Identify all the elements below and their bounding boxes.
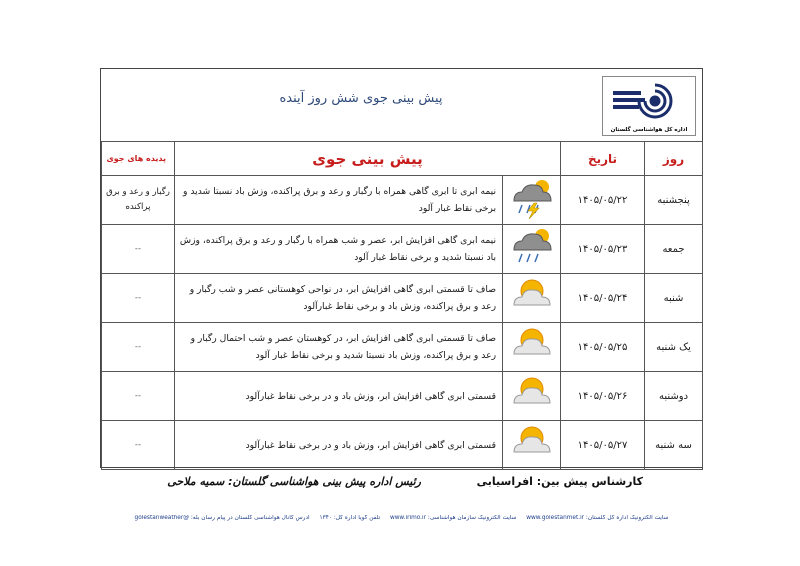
row-forecast-text: صاف تا قسمتی ابری گاهی افزایش ابر، در کوهستان عصر و شب احتمال رگبار و رعد و برق پراکنده، وزش باد نسبتا شدید و برخی نقاط غبار آلود (175, 323, 503, 372)
page-title: پیش بینی جوی شش روز آینده (279, 91, 443, 106)
table-header-row (102, 142, 703, 176)
row-forecast-text: نیمه ابری گاهی افزایش ابر، عصر و شب همراه با رگبار و رعد و برق پراکنده، وزش باد نسبتا شدید و برخی نقاط غبار آلود (175, 225, 503, 274)
table-row (102, 176, 703, 225)
row-day: شنبه (645, 274, 703, 323)
weather-icon-cell (503, 176, 561, 225)
contact-channel[interactable]: آدرس کانال هواشناسی گلستان در پیام رسان بله: @golestanweather (134, 515, 310, 521)
column-header-day: روز (645, 142, 703, 176)
weather-icon-cell (503, 225, 561, 274)
row-phenomena: -- (102, 421, 175, 470)
row-day: دوشنبه (645, 372, 703, 421)
row-date: ۱۴۰۵/۰۵/۲۵ (561, 323, 645, 372)
row-date: ۱۴۰۵/۰۵/۲۷ (561, 421, 645, 470)
contact-website[interactable]: سایت الکترونیک اداره کل گلستان: www.golestanmet.ir (526, 515, 669, 521)
contact-irimo[interactable]: سایت الکترونیک سازمان هواشناسی: www.irimo.ir (389, 515, 517, 521)
sun-cloud-icon (508, 351, 556, 370)
sun-cloud-icon (508, 449, 556, 468)
sun-cloud-icon (508, 400, 556, 419)
row-phenomena: رگبار و رعد و برق پراکنده (102, 176, 175, 225)
column-header-forecast: پیش بینی جوی (175, 142, 561, 176)
row-forecast-text: قسمتی ابری گاهی افزایش ابر، وزش باد و در برخی نقاط غبارآلود (175, 372, 503, 421)
contact-phone: تلفن گویا اداره کل: ۱۳۴۰ (319, 515, 381, 521)
weather-icon-cell (503, 323, 561, 372)
row-forecast-text: صاف تا قسمتی ابری گاهی افزایش ابر، در نواحی کوهستانی عصر و شب رگبار و رعد و برق پراکنده، وزش باد و برخی نقاط غبارآلود (175, 274, 503, 323)
weather-icon-cell (503, 274, 561, 323)
sun-cloud-icon (508, 302, 556, 321)
signature-line (100, 471, 703, 493)
weather-icon-cell (503, 372, 561, 421)
row-phenomena: -- (102, 323, 175, 372)
cloud-rain-thunder-icon (508, 204, 556, 223)
row-day: یک شنبه (645, 323, 703, 372)
document-header (101, 69, 702, 142)
table-row (102, 323, 703, 372)
logo-caption: اداره کل هواشناسی گلستان (610, 127, 688, 133)
forecast-document (100, 68, 703, 468)
cloud-rain-icon (508, 253, 556, 272)
row-day: پنجشنبه (645, 176, 703, 225)
table-row (102, 421, 703, 470)
row-phenomena: -- (102, 372, 175, 421)
row-day: جمعه (645, 225, 703, 274)
column-header-date: تاریخ (561, 142, 645, 176)
row-forecast-text: نیمه ابری تا ابری گاهی همراه با رگبار و رعد و برق پراکنده، وزش باد نسبتا شدید و برخی نقاط غبار آلود (175, 176, 503, 225)
row-date: ۱۴۰۵/۰۵/۲۳ (561, 225, 645, 274)
row-phenomena: -- (102, 274, 175, 323)
weather-icon-cell (503, 421, 561, 470)
column-header-phenomena: پدیده های جوی (102, 142, 175, 176)
row-date: ۱۴۰۵/۰۵/۲۶ (561, 372, 645, 421)
forecaster-signature: کارشناس پیش بین: افراسیابی (476, 475, 643, 488)
row-day: سه شنبه (645, 421, 703, 470)
meteorology-logo (602, 76, 696, 136)
head-signature: رئیس اداره پیش بینی هواشناسی گلستان: سمیه ملاحی (167, 475, 421, 488)
forecast-table (101, 141, 703, 470)
contact-footer (60, 515, 743, 527)
table-row (102, 372, 703, 421)
table-row (102, 274, 703, 323)
row-date: ۱۴۰۵/۰۵/۲۲ (561, 176, 645, 225)
row-phenomena: -- (102, 225, 175, 274)
row-forecast-text: قسمتی ابری گاهی افزایش ابر، وزش باد و در برخی نقاط غبارآلود (175, 421, 503, 470)
row-date: ۱۴۰۵/۰۵/۲۴ (561, 274, 645, 323)
table-row (102, 225, 703, 274)
